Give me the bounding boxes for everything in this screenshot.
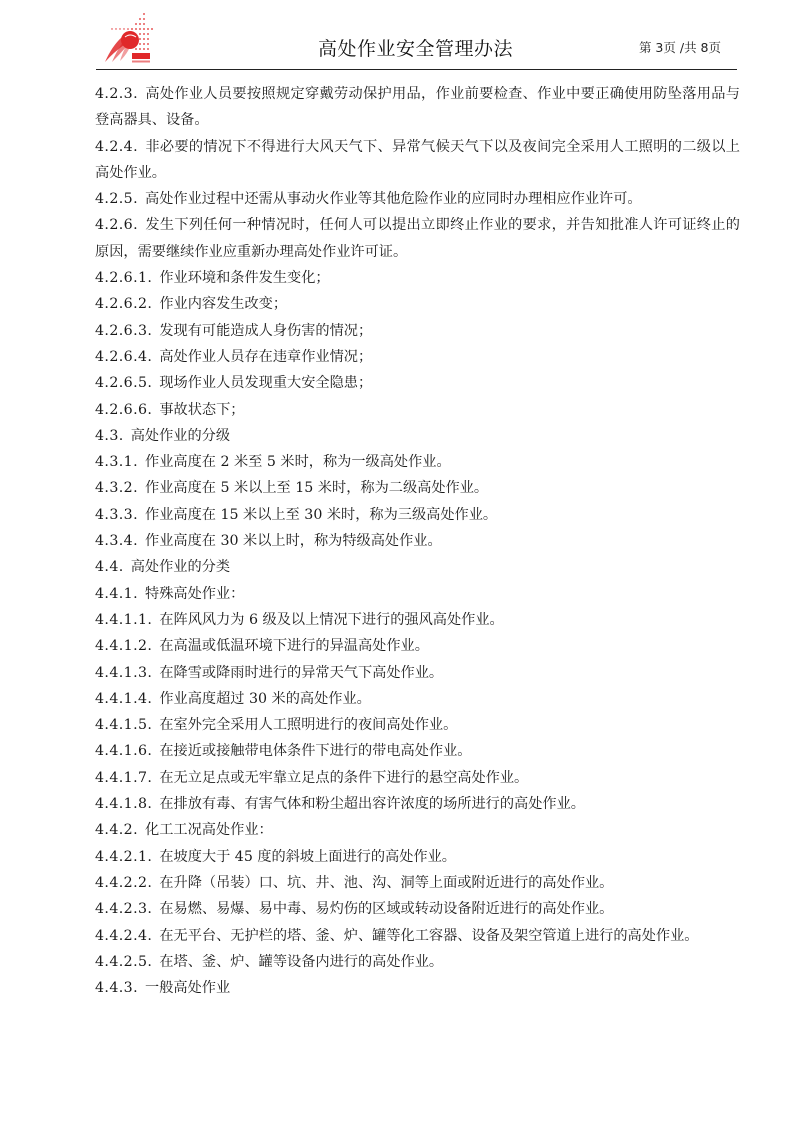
clause-text: 在塔、釜、炉、罐等设备内进行的高处作业。 [159, 953, 444, 970]
clause-text: 作业高度在 30 米以上时，称为特级高处作业。 [145, 533, 442, 550]
clause-text: 在降雪或降雨时进行的异常天气下高处作业。 [159, 664, 444, 681]
clause-4-3-2 [95, 475, 740, 501]
clause-number: 4.4.1.3. [95, 664, 153, 681]
clause-number: 4.2.4. [95, 138, 139, 155]
clause-text: 高处作业过程中还需从事动火作业等其他危险作业的应同时办理相应作业许可。 [145, 191, 642, 208]
clause-4-2-6-3 [95, 318, 740, 344]
clause-4-4-3 [95, 975, 740, 1001]
clause-text: 在接近或接触带电体条件下进行的带电高处作业。 [159, 743, 472, 760]
clause-number: 4.4.1.6. [95, 743, 153, 760]
section-4-3-heading [95, 423, 740, 449]
clause-text: 在无立足点或无牢靠立足点的条件下进行的悬空高处作业。 [159, 769, 529, 786]
clause-number: 4.2.6.4. [95, 348, 153, 365]
clause-text: 化工工况高处作业： [145, 822, 273, 839]
clause-number: 4.3.1. [95, 454, 139, 471]
clause-4-4-1 [95, 581, 740, 607]
clause-4-4-2-4 [95, 923, 740, 949]
clause-4-4-2-1 [95, 844, 740, 870]
clause-4-4-1-2 [95, 633, 740, 659]
clause-number: 4.2.6.6. [95, 401, 153, 418]
clause-text: 在无平台、无护栏的塔、釜、炉、罐等化工容器、设备及架空管道上进行的高处作业。 [159, 927, 699, 944]
clause-text: 现场作业人员发现重大安全隐患； [159, 375, 373, 392]
clause-4-4-1-4 [95, 686, 740, 712]
clause-4-4-1-5 [95, 712, 740, 738]
clause-text: 作业高度在 15 米以上至 30 米时，称为三级高处作业。 [145, 506, 498, 523]
clause-text: 作业内容发生改变； [159, 296, 288, 313]
clause-4-4-1-8 [95, 791, 740, 817]
clause-number: 4.4.1.5. [95, 717, 153, 734]
page-header [96, 8, 737, 70]
clause-number: 4.4.3. [95, 980, 139, 997]
clause-4-2-5 [95, 186, 740, 212]
clause-number: 4.4.1.7. [95, 769, 153, 786]
clause-text: 在阵风风力为 6 级及以上情况下进行的强风高处作业。 [159, 611, 504, 628]
clause-number: 4.4.2.5. [95, 953, 153, 970]
clause-4-2-3 [95, 81, 740, 134]
document-title: 高处作业安全管理办法 [318, 38, 514, 60]
clause-number: 4.2.6.1. [95, 270, 153, 287]
clause-text: 发现有可能造成人身伤害的情况； [159, 322, 373, 339]
clause-number: 4.2.6.2. [95, 296, 153, 313]
clause-text: 在室外完全采用人工照明进行的夜间高处作业。 [159, 717, 458, 734]
clause-4-4-2-5 [95, 949, 740, 975]
clause-4-4-2 [95, 817, 740, 843]
clause-number: 4.2.6.3. [95, 322, 153, 339]
clause-number: 4.3. [95, 427, 124, 444]
clause-text: 高处作业的分级 [130, 427, 231, 444]
page-indicator: 第 3页 /共 8页 [638, 40, 721, 55]
document-body [95, 81, 740, 1001]
clause-number: 4.4.1.8. [95, 796, 153, 813]
clause-number: 4.4.1.4. [95, 690, 153, 707]
clause-number: 4.2.3. [95, 86, 139, 102]
clause-4-4-2-2 [95, 870, 740, 896]
clause-text: 在高温或低温环境下进行的异温高处作业。 [159, 638, 429, 655]
clause-number: 4.4.2.2. [95, 874, 153, 891]
clause-4-4-1-1 [95, 607, 740, 633]
clause-number: 4.2.6.5. [95, 375, 153, 392]
clause-text: 在升降（吊装）口、坑、井、池、沟、洞等上面或附近进行的高处作业。 [159, 874, 614, 891]
clause-text: 发生下列任何一种情况时，任何人可以提出立即终止作业的要求，并告知批准人许可证终止的原因，需要继续作业应重新办理高处作业许可证。 [95, 217, 740, 260]
clause-4-2-4 [95, 134, 740, 187]
clause-text: 特殊高处作业： [145, 585, 245, 602]
clause-number: 4.4. [95, 559, 124, 576]
clause-number: 4.4.2. [95, 822, 139, 839]
clause-text: 高处作业人员要按照规定穿戴劳动保护用品，作业前要检查、作业中要正确使用防坠落用品与登高器具、设备。 [95, 86, 740, 129]
company-logo-icon [102, 10, 158, 66]
clause-4-4-1-6 [95, 738, 740, 764]
clause-text: 在易燃、易爆、易中毒、易灼伤的区域或转动设备附近进行的高处作业。 [159, 901, 614, 918]
clause-4-4-1-7 [95, 765, 740, 791]
clause-text: 非必要的情况下不得进行大风天气下、异常气候天气下以及夜间完全采用人工照明的二级以上高处作业。 [95, 138, 740, 181]
clause-text: 作业高度超过 30 米的高处作业。 [159, 690, 371, 707]
clause-number: 4.3.4. [95, 533, 139, 550]
clause-text: 作业环境和条件发生变化； [159, 270, 330, 287]
clause-text: 作业高度在 5 米以上至 15 米时，称为二级高处作业。 [145, 480, 489, 497]
clause-number: 4.3.2. [95, 480, 139, 497]
clause-number: 4.2.6. [95, 217, 139, 234]
clause-number: 4.4.2.4. [95, 927, 153, 944]
section-4-4-heading [95, 554, 740, 580]
clause-4-4-1-3 [95, 660, 740, 686]
clause-4-2-6 [95, 212, 740, 265]
clause-4-3-4 [95, 528, 740, 554]
clause-number: 4.4.2.1. [95, 848, 153, 865]
clause-4-2-6-1 [95, 265, 740, 291]
clause-4-2-6-5 [95, 370, 740, 396]
clause-text: 作业高度在 2 米至 5 米时，称为一级高处作业。 [145, 454, 451, 471]
clause-4-2-6-6 [95, 397, 740, 423]
clause-4-2-6-2 [95, 291, 740, 317]
clause-number: 4.4.1. [95, 585, 139, 602]
clause-text: 在坡度大于 45 度的斜坡上面进行的高处作业。 [159, 848, 456, 865]
clause-number: 4.4.1.1. [95, 611, 153, 628]
clause-number: 4.3.3. [95, 506, 139, 523]
clause-text: 在排放有毒、有害气体和粉尘超出容许浓度的场所进行的高处作业。 [159, 796, 585, 813]
clause-4-3-3 [95, 502, 740, 528]
clause-text: 高处作业人员存在违章作业情况； [159, 348, 373, 365]
clause-text: 事故状态下； [159, 401, 245, 418]
clause-text: 高处作业的分类 [130, 559, 231, 576]
clause-4-2-6-4 [95, 344, 740, 370]
clause-4-3-1 [95, 449, 740, 475]
clause-text: 一般高处作业 [145, 980, 231, 997]
clause-number: 4.2.5. [95, 191, 139, 208]
clause-number: 4.4.2.3. [95, 901, 153, 918]
clause-4-4-2-3 [95, 896, 740, 922]
clause-number: 4.4.1.2. [95, 638, 153, 655]
